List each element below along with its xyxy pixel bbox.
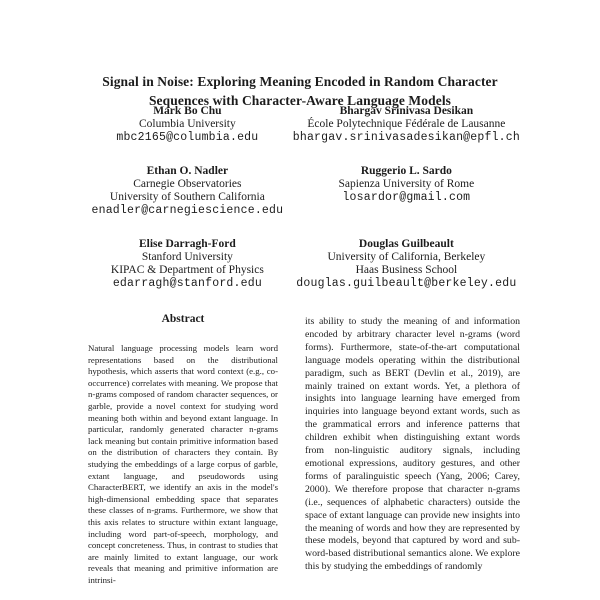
author-email: edarragh@stanford.edu [112, 277, 262, 290]
right-column-body-text: its ability to study the meaning of and information encoded by arbitrary character level n-grams (word forms). Furthermore, state-of-the-art computational language models operating within the distributional paradigm, such as BERT (Devlin et al., 2019), are mainly trained on extant words. Yet, a plethora of insights into language learning have emerged from inquiries into language beyond extant words, such as the grammatical errors and inference patterns that children exhibit when distinguishing extant words from non-linguistic auditory signals, including emotional expressions, auditory gestures, and other forms of paralinguistic speech (Yang, 2006; Carey, 2000). We therefore propose that character n-grams (i.e., sequences of alphabetic characters) outside the space of extant language can provide new insights into the meaning of words and how they are represented by these models, beyond that captured by word and sub-word-based distributional semantics alone. We explore this by studying the embeddings of randomly [305, 316, 520, 573]
authors-block [88, 105, 520, 290]
abstract-text: Natural language processing models learn word representations based on the distributional hypothesis, which asserts that word context (e.g., co-occurrence) correlates with meaning. We propose that n-grams composed of random character sequences, or garble, provide a novel context for studying word meaning both within and beyond extant language. In particular, randomly generated character n-grams lack meaning but contain primitive information based on the distribution of characters they contain. By studying the embeddings of a large corpus of garble, extant language, and pseudowords using CharacterBERT, we identify an axis in the model's high-dimensional embedding space that separates these classes of n-grams. Furthermore, we show that this axis relates to structure within extant language, including word part-of-speech, morphology, and concept concreteness. Thus, in contrast to studies that are mainly limited to extant language, our work reveals that meaning and primitive information are intrinsi- [88, 343, 278, 585]
author-block-douglas-guilbeault [293, 238, 520, 290]
author-affiliation: KIPAC & Department of Physics [110, 264, 264, 276]
author-name: Douglas Guilbeault [358, 238, 454, 250]
author-block-mark-bo-chu [88, 105, 287, 144]
author-name: Ruggerio L. Sardo [360, 165, 452, 177]
author-name: Elise Darragh-Ford [138, 238, 236, 250]
author-email: enadler@carnegiescience.edu [91, 204, 284, 217]
author-email: douglas.guilbeault@berkeley.edu [296, 277, 517, 290]
author-email: bhargav.srinivasadesikan@epfl.ch [292, 131, 520, 144]
left-column [88, 312, 278, 586]
author-affiliation: University of California, Berkeley [327, 251, 486, 263]
author-email: losardor@gmail.com [342, 191, 471, 204]
abstract-heading: Abstract [161, 313, 205, 325]
author-affiliation: University of Southern California [109, 191, 265, 203]
author-block-elise-darragh-ford [88, 238, 287, 290]
author-name: Ethan O. Nadler [146, 165, 229, 177]
author-block-ethan-o-nadler [88, 165, 287, 217]
author-affiliation: Carnegie Observatories [133, 178, 242, 190]
author-affiliation: École Polytechnique Fédérale de Lausanne [307, 118, 506, 130]
author-affiliation: Sapienza University of Rome [338, 178, 475, 190]
author-name: Bhargav Srinivasa Desikan [339, 105, 474, 117]
author-email: mbc2165@columbia.edu [116, 131, 259, 144]
author-name: Mark Bo Chu [153, 105, 222, 117]
author-affiliation: Haas Business School [355, 264, 458, 276]
author-block-ruggerio-l-sardo [293, 165, 520, 217]
author-affiliation: Columbia University [138, 118, 236, 130]
page-title: Signal in Noise: Exploring Meaning Encoded in Random Character Sequences with Character-Aware Language Models [102, 74, 498, 109]
author-affiliation: Stanford University [141, 251, 233, 263]
author-block-bhargav-srinivasa-desikan [293, 105, 520, 144]
